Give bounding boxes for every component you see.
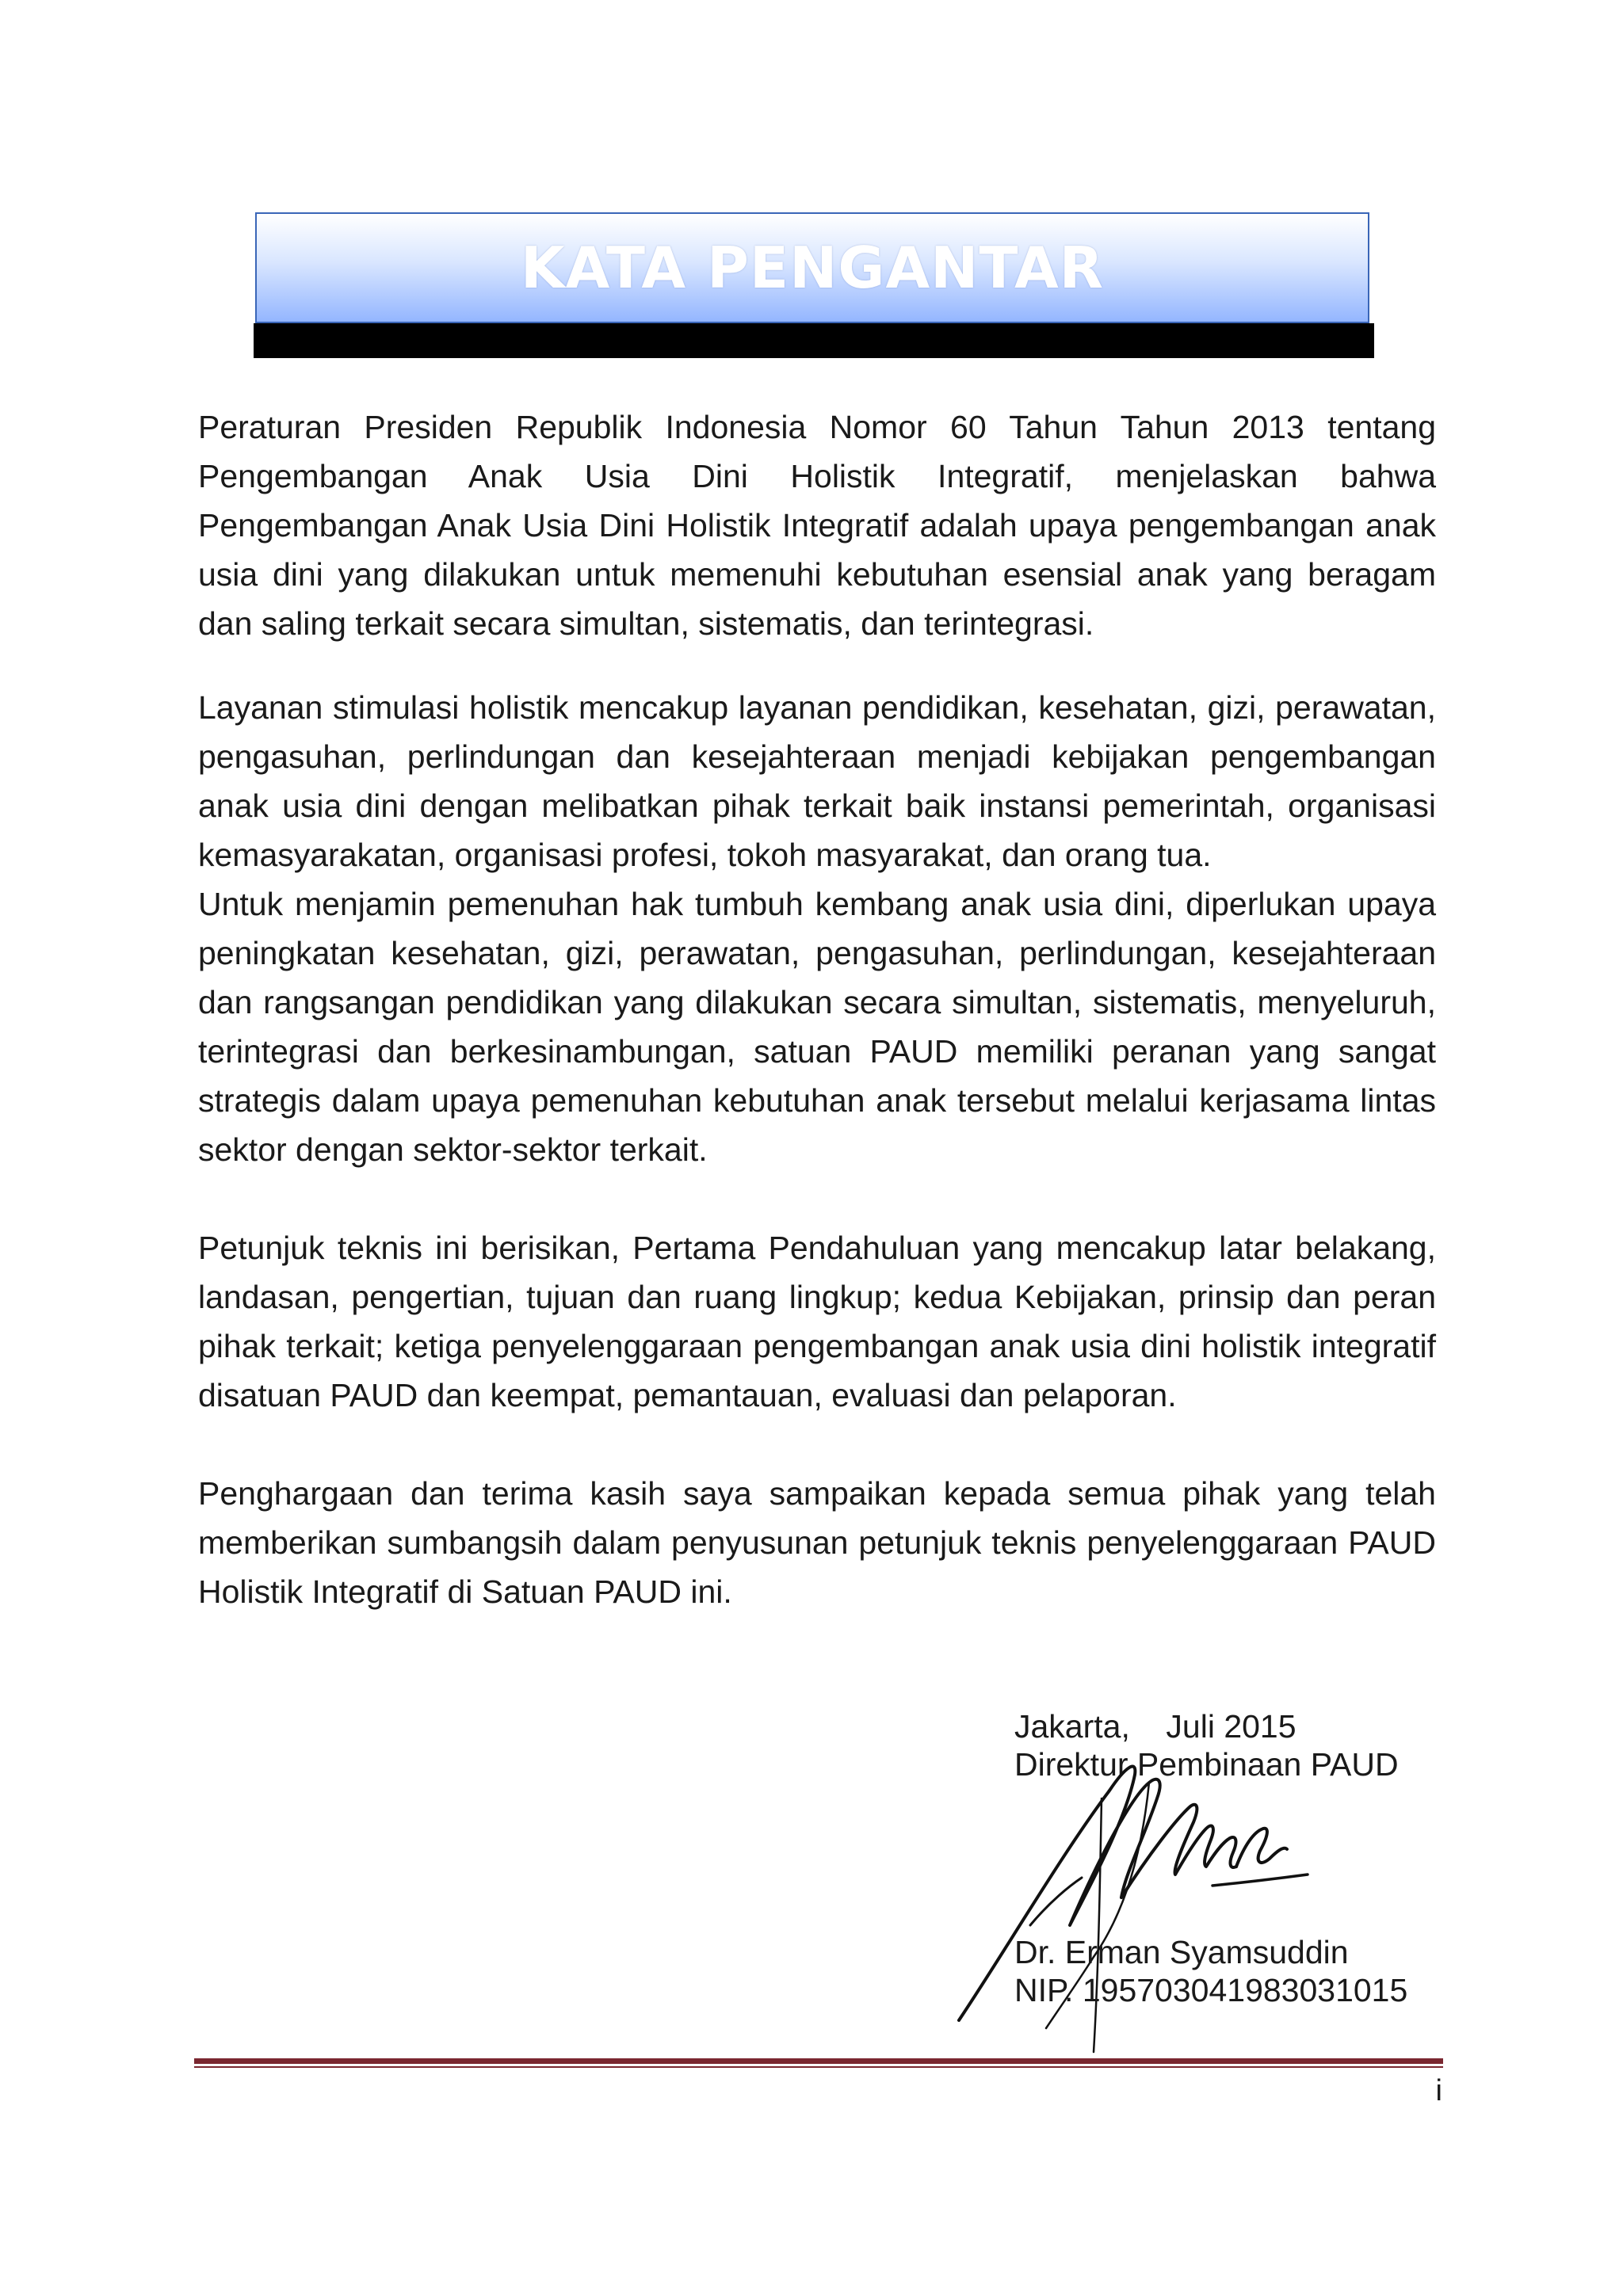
title-banner [254,212,1374,358]
signer-details [1014,1933,1458,2009]
paragraph-4: Petunjuk teknis ini berisikan, Pertama Pendahuluan yang mencakup latar belakang, landasan, pengertian, tujuan dan ruang lingkup; kedua Kebijakan, prinsip dan peran pihak terkait; ketiga penyelenggaraan pengembangan anak usia dini holistik integratif disatuan PAUD dan keempat, pemantauan, evaluasi dan pelaporan. [198,1230,1436,1413]
paragraph-5: Penghargaan dan terima kasih saya sampaikan kepada semua pihak yang telah memberikan sumbangsih dalam penyusunan petunjuk teknis penyelenggaraan PAUD Holistik Integratif di Satuan PAUD ini. [198,1475,1436,1610]
paragraph-2: Layanan stimulasi holistik mencakup layanan pendidikan, kesehatan, gizi, perawatan, pengasuhan, perlindungan dan kesejahteraan menjadi kebijakan pengembangan anak usia dini dengan melibatkan pihak terkait baik instansi pemerintah, organisasi kemasyarakatan, organisasi profesi, tokoh masyarakat, dan orang tua. [198,689,1436,873]
place-date: Jakarta, Juli 2015 [1014,1708,1296,1745]
title-box [255,212,1369,323]
title-shadow-bar [254,323,1374,358]
page-number: i [1435,2074,1442,2107]
signer-nip: NIP. 195703041983031015 [1014,1972,1408,2008]
signer-position: Direktur Pembinaan PAUD [1014,1746,1399,1783]
page-title: KATA PENGANTAR [520,235,1105,301]
footer-rule [194,2058,1443,2068]
footer-rule-thick [194,2058,1443,2064]
signature-header [1014,1707,1458,1783]
paragraph-3: Untuk menjamin pemenuhan hak tumbuh kembang anak usia dini, diperlukan upaya peningkatan kesehatan, gizi, perawatan, pengasuhan, perlindungan, kesejahteraan dan rangsangan pendidikan yang dilakukan secara simultan, sistematis, menyeluruh, terintegrasi dan berkesinambungan, satuan PAUD memiliki peranan yang sangat strategis dalam upaya pemenuhan kebutuhan anak tersebut melalui kerjasama lintas sektor dengan sektor-sektor terkait. [198,886,1436,1168]
footer-rule-thin [194,2066,1443,2068]
body-text [198,402,1436,1616]
paragraph-1: Peraturan Presiden Republik Indonesia Nomor 60 Tahun Tahun 2013 tentang Pengembangan Anak Usia Dini Holistik Integratif, menjelaskan bahwa Pengembangan Anak Usia Dini Holistik Integratif adalah upaya pengembangan anak usia dini yang dilakukan untuk memenuhi kebutuhan esensial anak yang beragam dan saling terkait secara simultan, sistematis, dan terintegrasi. [198,409,1436,642]
signer-name: Dr. Erman Syamsuddin [1014,1934,1349,1970]
